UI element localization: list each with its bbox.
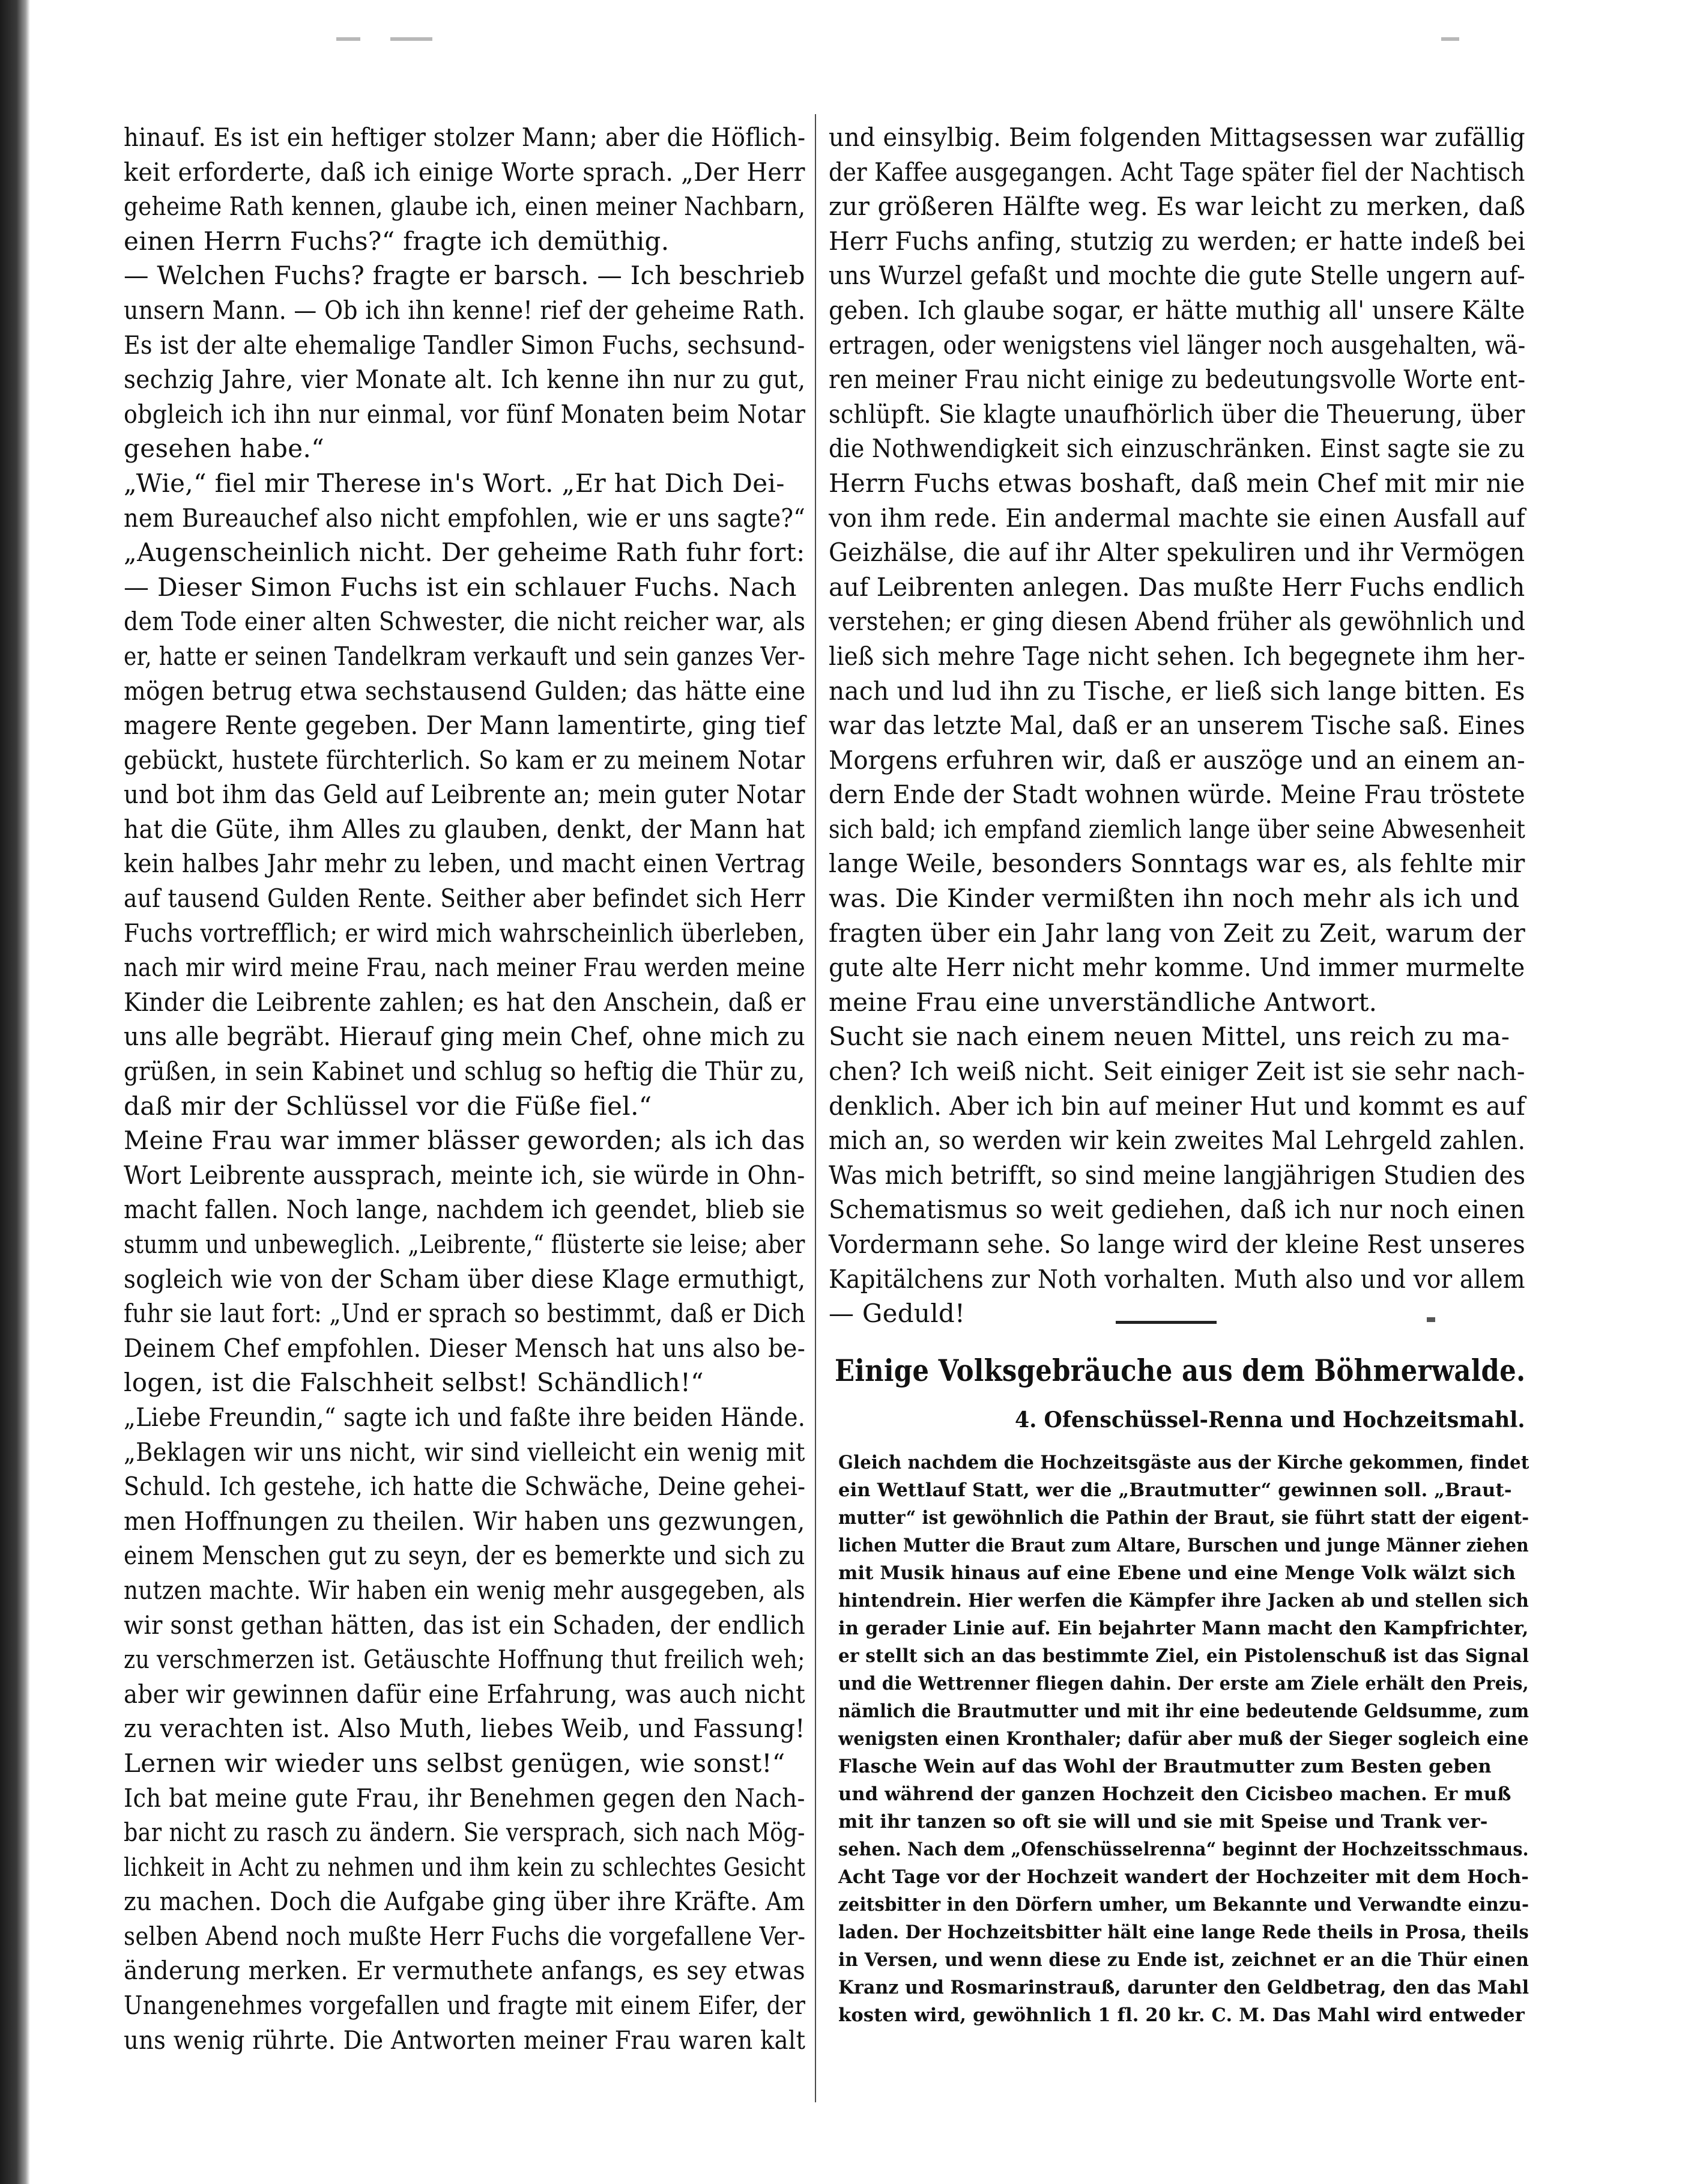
text-line: logen, ist die Falschheit selbst! Schändlich!“: [124, 1368, 704, 1398]
text-line: änderung merken. Er vermuthete anfangs, es sey etwas: [124, 1956, 806, 1986]
text-line: zur größeren Hälfte weg. Es war leicht zu merken, daß: [829, 192, 1526, 222]
text-line: mich an, so werden wir kein zweites Mal Lehrgeld zahlen.: [829, 1126, 1526, 1156]
text-line: men Hoffnungen zu theilen. Wir haben uns gezwungen,: [124, 1506, 805, 1536]
scan-artifact: [336, 37, 360, 41]
text-line: fragten über ein Jahr lang von Zeit zu Zeit, warum der: [829, 918, 1526, 948]
text-line: Fuchs vortrefflich; er wird mich wahrscheinlich überleben,: [124, 918, 805, 948]
text-line: Unangenehmes vorgefallen und fragte mit einem Eifer, der: [124, 1991, 806, 2021]
text-line: bar nicht zu rasch zu ändern. Sie versprach, sich nach Mög-: [124, 1818, 805, 1848]
text-line: macht fallen. Noch lange, nachdem ich geendet, blieb sie: [124, 1195, 805, 1225]
text-line: auf Leibrenten anlegen. Das mußte Herr Fuchs endlich: [829, 572, 1525, 602]
text-line: „Wie,“ fiel mir Therese in's Wort. „Er hat Dich Dei-: [124, 468, 785, 498]
text-line: die Nothwendigkeit sich einzuschränken. Einst sagte sie zu: [829, 434, 1525, 464]
text-line: „Beklagen wir uns nicht, wir sind vielleicht ein wenig mit: [124, 1437, 805, 1467]
text-line: magere Rente gegeben. Der Mann lamentirte, ging tief: [124, 711, 806, 741]
text-line: keit erforderte, daß ich einige Worte sprach. „Der Herr: [124, 157, 805, 187]
text-line: selben Abend noch mußte Herr Fuchs die vorgefallene Ver-: [124, 1921, 806, 1951]
text-line: ren meiner Frau nicht einige zu bedeutungsvolle Worte ent-: [829, 365, 1526, 395]
text-line: Es ist der alte ehemalige Tandler Simon Fuchs, sechsund-: [124, 330, 805, 360]
article-line: hintendrein. Hier werfen die Kämpfer ihre Jacken ab und stellen sich: [838, 1590, 1529, 1612]
text-line: dern Ende der Stadt wohnen würde. Meine Frau tröstete: [829, 780, 1525, 810]
text-line: Geizhälse, die auf ihr Alter spekuliren und ihr Vermögen: [829, 538, 1525, 568]
article-line: mutter“ ist gewöhnlich die Pathin der Braut, sie führt statt der eigent-: [838, 1507, 1529, 1529]
text-line: verstehen; er ging diesen Abend früher als gewöhnlich und: [829, 607, 1526, 637]
text-line: „Augenscheinlich nicht. Der geheime Rath fuhr fort:: [124, 538, 805, 568]
text-line: stumm und unbeweglich. „Leibrente,“ flüsterte sie leise; aber: [124, 1230, 805, 1259]
text-line: Kapitälchens zur Noth vorhalten. Muth also und vor allem: [829, 1264, 1525, 1294]
text-line: zu verachten ist. Also Muth, liebes Weib, und Fassung!: [124, 1714, 805, 1744]
text-line: nach und lud ihn zu Tische, er ließ sich lange bitten. Es: [829, 676, 1525, 706]
text-line: geheime Rath kennen, glaube ich, einen meiner Nachbarn,: [124, 192, 806, 222]
text-line: von ihm rede. Ein andermal machte sie einen Ausfall auf: [829, 503, 1525, 533]
text-line: uns Wurzel gefaßt und mochte die gute Stelle ungern auf-: [829, 261, 1525, 291]
text-line: — Dieser Simon Fuchs ist ein schlauer Fuchs. Nach: [124, 572, 797, 602]
text-line: was. Die Kinder vermißten ihn noch mehr als ich und: [829, 884, 1520, 914]
text-line: uns alle begräbt. Hierauf ging mein Chef, ohne mich zu: [124, 1022, 806, 1052]
left-text-column: [124, 120, 805, 2057]
article-line: mit Musik hinaus auf eine Ebene und eine Menge Volk wälzt sich: [838, 1562, 1516, 1584]
text-line: Meine Frau war immer blässer geworden; als ich das: [124, 1126, 805, 1156]
article-line: in Versen, und wenn diese zu Ende ist, zeichnet er an die Thür einen: [838, 1949, 1529, 1971]
text-line: nach mir wird meine Frau, nach meiner Frau werden meine: [124, 953, 806, 983]
text-line: zu verschmerzen ist. Getäuschte Hoffnung thut freilich weh;: [124, 1645, 805, 1675]
article-line: er stellt sich an das bestimmte Ziel, ein Pistolenschuß ist das Signal: [838, 1645, 1529, 1667]
article-line: kosten wird, gewöhnlich 1 fl. 20 kr. C. M. Das Mahl wird entweder: [838, 2004, 1525, 2026]
text-line: — Geduld!: [829, 1299, 966, 1329]
article-line: lichen Mutter die Braut zum Altare, Burschen und junge Männer ziehen: [838, 1535, 1529, 1556]
text-line: „Liebe Freundin,“ sagte ich und faßte ihre beiden Hände.: [124, 1402, 806, 1432]
text-line: uns wenig rührte. Die Antworten meiner Frau waren kalt: [124, 2025, 806, 2055]
text-line: Herr Fuchs anfing, stutzig zu werden; er hatte indeß bei: [829, 226, 1526, 256]
scan-artifact: [1441, 37, 1459, 41]
text-line: Ich bat meine gute Frau, ihr Benehmen gegen den Nach-: [124, 1783, 805, 1813]
text-line: daß mir der Schlüssel vor die Füße fiel.“: [124, 1091, 652, 1121]
text-line: ließ sich mehre Tage nicht sehen. Ich begegnete ihm her-: [829, 641, 1526, 671]
article-line: ein Wettlauf Statt, wer die „Brautmutter“ gewinnen soll. „Braut-: [838, 1479, 1512, 1501]
text-line: meine Frau eine unverständliche Antwort.: [829, 987, 1378, 1017]
text-line: mögen betrug etwa sechstausend Gulden; das hätte eine: [124, 676, 806, 706]
text-line: Vordermann sehe. So lange wird der kleine Rest unseres: [829, 1230, 1526, 1259]
text-line: chen? Ich weiß nicht. Seit einiger Zeit ist sie sehr nach-: [829, 1057, 1525, 1087]
text-line: schlüpft. Sie klagte unaufhörlich über die Theuerung, über: [829, 399, 1525, 429]
text-line: Schematismus so weit gediehen, daß ich nur noch einen: [829, 1195, 1525, 1225]
text-line: Deinem Chef empfohlen. Dieser Mensch hat uns also be-: [124, 1333, 806, 1363]
article-line: und während der ganzen Hochzeit den Cicisbeo machen. Er muß: [838, 1783, 1511, 1805]
text-line: Wort Leibrente aussprach, meinte ich, sie würde in Ohn-: [124, 1160, 805, 1190]
text-line: obgleich ich ihn nur einmal, vor fünf Monaten beim Notar: [124, 399, 806, 429]
text-line: Morgens erfuhren wir, daß er auszöge und an einem an-: [829, 745, 1525, 775]
article-line: nämlich die Brautmutter und mit ihr eine bedeutende Geldsumme, zum: [838, 1700, 1529, 1722]
text-line: geben. Ich glaube sogar, er hätte muthig all' unsere Kälte: [829, 295, 1525, 325]
text-line: gesehen habe.“: [124, 434, 325, 464]
text-line: kein halbes Jahr mehr zu leben, und macht einen Vertrag: [124, 849, 806, 879]
right-text-column: [829, 120, 1525, 1331]
text-line: sogleich wie von der Scham über diese Klage ermuthigt,: [124, 1264, 806, 1294]
text-line: dem Tode einer alten Schwester, die nicht reicher war, als: [124, 607, 806, 637]
text-line: sich bald; ich empfand ziemlich lange über seine Abwesenheit: [829, 814, 1526, 844]
text-line: gebückt, hustete fürchterlich. So kam er zu meinem Notar: [124, 745, 805, 775]
text-line: einen Herrn Fuchs?“ fragte ich demüthig.: [124, 226, 670, 256]
article-line: Flasche Wein auf das Wohl der Brautmutter zum Besten geben: [838, 1756, 1492, 1777]
article-line: zeitsbitter in den Dörfern umher, um Bekannte und Verwandte einzu-: [838, 1894, 1529, 1916]
article-line: Acht Tage vor der Hochzeit wandert der Hochzeiter mit dem Hoch-: [838, 1866, 1529, 1888]
text-line: hat die Güte, ihm Alles zu glauben, denkt, der Mann hat: [124, 814, 805, 844]
article-line: Kranz und Rosmarinstrauß, darunter den Geldbetrag, den das Mahl: [838, 1977, 1529, 1998]
text-line: Kinder die Leibrente zahlen; es hat den Anschein, daß er: [124, 987, 806, 1017]
text-line: ertragen, oder wenigstens viel länger noch ausgehalten, wä-: [829, 330, 1526, 360]
text-line: zu machen. Doch die Aufgabe ging über ihre Kräfte. Am: [124, 1887, 805, 1917]
text-line: lichkeit in Acht zu nehmen und ihm kein zu schlechtes Gesicht: [124, 1852, 806, 1882]
text-line: Was mich betrifft, so sind meine langjährigen Studien des: [829, 1160, 1526, 1190]
text-line: fuhr sie laut fort: „Und er sprach so bestimmt, daß er Dich: [124, 1299, 806, 1329]
text-line: er, hatte er seinen Tandelkram verkauft und sein ganzes Ver-: [124, 641, 806, 671]
scan-artifact: [1427, 1317, 1435, 1322]
scan-artifact: [390, 37, 432, 41]
article-line: in gerader Linie auf. Ein bejahrter Mann macht den Kampfrichter,: [838, 1618, 1529, 1639]
text-line: wir sonst gethan hätten, das ist ein Schaden, der endlich: [124, 1610, 806, 1640]
text-line: Herrn Fuchs etwas boshaft, daß mein Chef mit mir nie: [829, 468, 1525, 498]
text-line: auf tausend Gulden Rente. Seither aber befindet sich Herr: [124, 884, 805, 914]
article-line: und die Wettrenner fliegen dahin. Der erste am Ziele erhält den Preis,: [838, 1673, 1529, 1694]
article-line: Gleich nachdem die Hochzeitsgäste aus der Kirche gekommen, findet: [838, 1452, 1529, 1473]
section-separator: [1116, 1321, 1217, 1324]
text-line: hinauf. Es ist ein heftiger stolzer Mann; aber die Höflich-: [124, 123, 806, 152]
text-line: — Welchen Fuchs? fragte er barsch. — Ich beschrieb: [124, 261, 805, 291]
text-line: lange Weile, besonders Sonntags war es, als fehlte mir: [829, 849, 1525, 879]
article-line: mit ihr tanzen so oft sie will und sie mit Speise und Trank ver-: [838, 1811, 1488, 1833]
article-line: laden. Der Hochzeitsbitter hält eine lange Rede theils in Prosa, theils: [838, 1922, 1529, 1943]
text-line: unsern Mann. — Ob ich ihn kenne! rief der geheime Rath.: [124, 295, 806, 325]
text-line: aber wir gewinnen dafür eine Erfahrung, was auch nicht: [124, 1679, 805, 1709]
column-divider: [815, 114, 816, 2102]
article-line: sehen. Nach dem „Ofenschüsselrenna“ beginnt der Hochzeitsschmaus.: [838, 1839, 1529, 1860]
text-line: und einsylbig. Beim folgenden Mittagsessen war zufällig: [829, 123, 1525, 152]
text-line: gute alte Herr nicht mehr komme. Und immer murmelte: [829, 953, 1525, 983]
text-line: Schuld. Ich gestehe, ich hatte die Schwäche, Deine gehei-: [124, 1472, 806, 1502]
text-line: Sucht sie nach einem neuen Mittel, uns reich zu ma-: [829, 1022, 1510, 1052]
article-subtitle: 4. Ofenschüssel-Renna und Hochzeitsmahl.: [1015, 1407, 1525, 1433]
text-line: sechzig Jahre, vier Monate alt. Ich kenne ihn nur zu gut,: [124, 365, 806, 395]
text-line: der Kaffee ausgegangen. Acht Tage später fiel der Nachtisch: [829, 157, 1525, 187]
text-line: nutzen machte. Wir haben ein wenig mehr ausgegeben, als: [124, 1575, 805, 1605]
text-line: einem Menschen gut zu seyn, der es bemerkte und sich zu: [124, 1541, 805, 1571]
article-body: [838, 1449, 1529, 2029]
text-line: war das letzte Mal, daß er an unserem Tische saß. Eines: [829, 711, 1525, 741]
text-line: grüßen, in sein Kabinet und schlug so heftig die Thür zu,: [124, 1057, 805, 1087]
article-line: wenigsten einen Kronthaler; dafür aber muß der Sieger sogleich eine: [838, 1728, 1529, 1750]
text-line: Lernen wir wieder uns selbst genügen, wie sonst!“: [124, 1748, 785, 1778]
scan-binding-shadow: [0, 0, 30, 2184]
text-line: und bot ihm das Geld auf Leibrente an; mein guter Notar: [124, 780, 805, 810]
text-line: denklich. Aber ich bin auf meiner Hut und kommt es auf: [829, 1091, 1526, 1121]
article-title: Einige Volksgebräuche aus dem Böhmerwalde.: [835, 1353, 1526, 1388]
text-line: nem Bureauchef also nicht empfohlen, wie er uns sagte?“: [124, 503, 806, 533]
